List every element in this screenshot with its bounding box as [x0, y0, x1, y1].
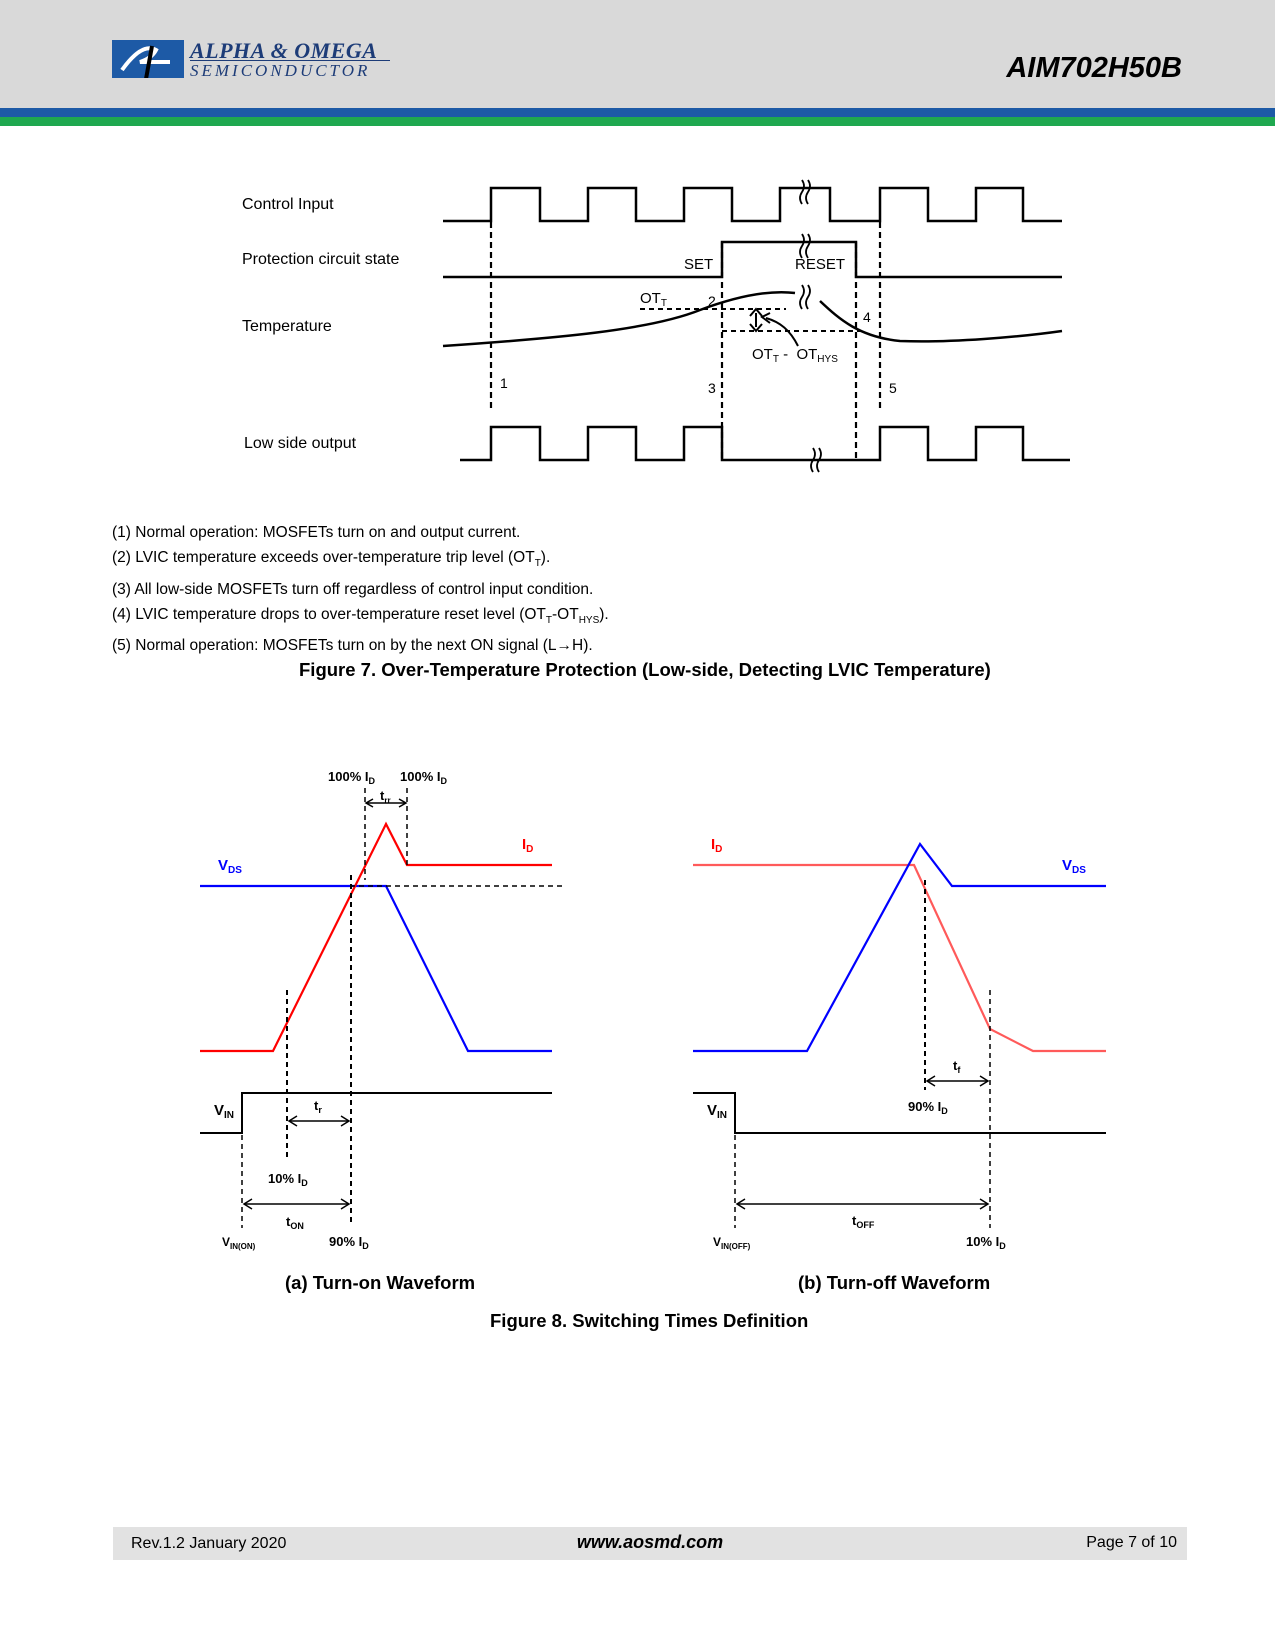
note-3: (3) All low-side MOSFETs turn off regardless of control input condition. [112, 580, 594, 598]
footer-page-number: Page 7 of 10 [1086, 1534, 1177, 1551]
turn-on-caption: (a) Turn-on Waveform [285, 1272, 476, 1293]
label-low-side-output: Low side output [244, 435, 357, 452]
label-ot-hys: $OT_T - OT_{HYS}$ [752, 346, 838, 365]
label-ot: $OT_T$ [640, 290, 667, 309]
turn-on-id-trace [200, 824, 552, 1051]
turn-on-vin-trace [200, 1093, 552, 1133]
turn-on-tr-label: $t_r$ [314, 1098, 322, 1115]
turn-on-id-label: $I_D$ [522, 836, 534, 855]
note-4: (4) LVIC temperature drops to over-temperature reset level $(OT_T-OT_{HYS})$. [112, 605, 609, 627]
turn-off-id-trace [693, 865, 1106, 1051]
turn-on-waveform [200, 769, 562, 1251]
marker-2: 2 [708, 293, 716, 309]
figure8-switching-diagram [0, 760, 1275, 1260]
note-5: (5) Normal operation: MOSFETs turn on by the next ON signal (L→H). [112, 637, 593, 655]
note-1: (1) Normal operation: MOSFETs turn on and output current. [112, 524, 521, 541]
turn-on-vds-label: $V_{DS}$ [218, 857, 242, 876]
marker-5: 5 [889, 380, 897, 396]
label-reset: RESET [795, 256, 846, 273]
figure7-notes [112, 520, 609, 659]
turn-off-toff-label: $t_{OFF}$ [852, 1213, 875, 1230]
turn-on-100-left: 100% $I_D$ [328, 769, 375, 786]
control-input-waveform [443, 188, 1062, 221]
turn-off-vin-off-label: $V_{IN(OFF)}$ [713, 1235, 751, 1251]
company-subtitle: SEMICONDUCTOR [190, 60, 390, 81]
marker-4: 4 [863, 309, 871, 325]
turn-off-90-label: 90% $I_D$ [908, 1099, 948, 1116]
label-protection-state: Protection circuit state [242, 251, 400, 268]
company-logo-icon [112, 40, 184, 78]
turn-off-caption: (b) Turn-off Waveform [798, 1272, 991, 1293]
turn-on-vin-label: $V_{IN}$ [214, 1102, 235, 1121]
page-header [0, 0, 1275, 108]
part-number: AIM702H50B [1006, 52, 1182, 84]
turn-on-90-label: 90% $I_D$ [329, 1234, 369, 1251]
label-temperature: Temperature [242, 318, 332, 335]
turn-on-100-right: 100% $I_D$ [400, 769, 447, 786]
footer-website-link[interactable]: www.aosmd.com [576, 1532, 724, 1552]
turn-on-ton-label: $t_{ON}$ [286, 1214, 304, 1231]
turn-off-id-label: $I_D$ [711, 836, 723, 855]
company-name: ALPHA & OMEGA [190, 38, 378, 63]
turn-off-vds-trace [693, 844, 1106, 1051]
figure7-caption: Figure 7. Over-Temperature Protection (Low-side, Detecting LVIC Temperature) [299, 659, 991, 680]
page-footer [113, 1527, 1187, 1560]
turn-off-tf-label: $t_f$ [953, 1058, 961, 1075]
label-control-input: Control Input [242, 196, 334, 213]
marker-1: 1 [500, 375, 508, 391]
header-band-green [0, 117, 1275, 126]
turn-off-vds-label: $V_{DS}$ [1062, 857, 1086, 876]
turn-off-vin-label: $V_{IN}$ [707, 1102, 728, 1121]
header-band-blue [0, 108, 1275, 117]
protection-state-waveform [443, 242, 1062, 277]
figure7-timing-diagram [0, 160, 1275, 490]
turn-off-waveform [693, 836, 1106, 1251]
low-side-output-waveform [460, 427, 1070, 460]
turn-on-vds-trace [200, 886, 552, 1051]
footer-revision: Rev.1.2 January 2020 [131, 1535, 287, 1552]
marker-3: 3 [708, 380, 716, 396]
figure8-caption: Figure 8. Switching Times Definition [490, 1310, 809, 1331]
temperature-curve [443, 292, 795, 346]
turn-on-vin-on-label: $V_{IN(ON)}$ [222, 1235, 256, 1251]
turn-on-trr-label: $t_{rr}$ [380, 788, 391, 805]
label-set: SET [684, 256, 714, 273]
turn-off-vin-trace [693, 1093, 1106, 1133]
note-2: (2) LVIC temperature exceeds over-temperature trip level $(OT_T)$. [112, 549, 551, 570]
turn-off-10-label: 10% $I_D$ [966, 1234, 1006, 1251]
turn-on-10-label: 10% $I_D$ [268, 1171, 308, 1188]
break-marks [800, 180, 821, 472]
